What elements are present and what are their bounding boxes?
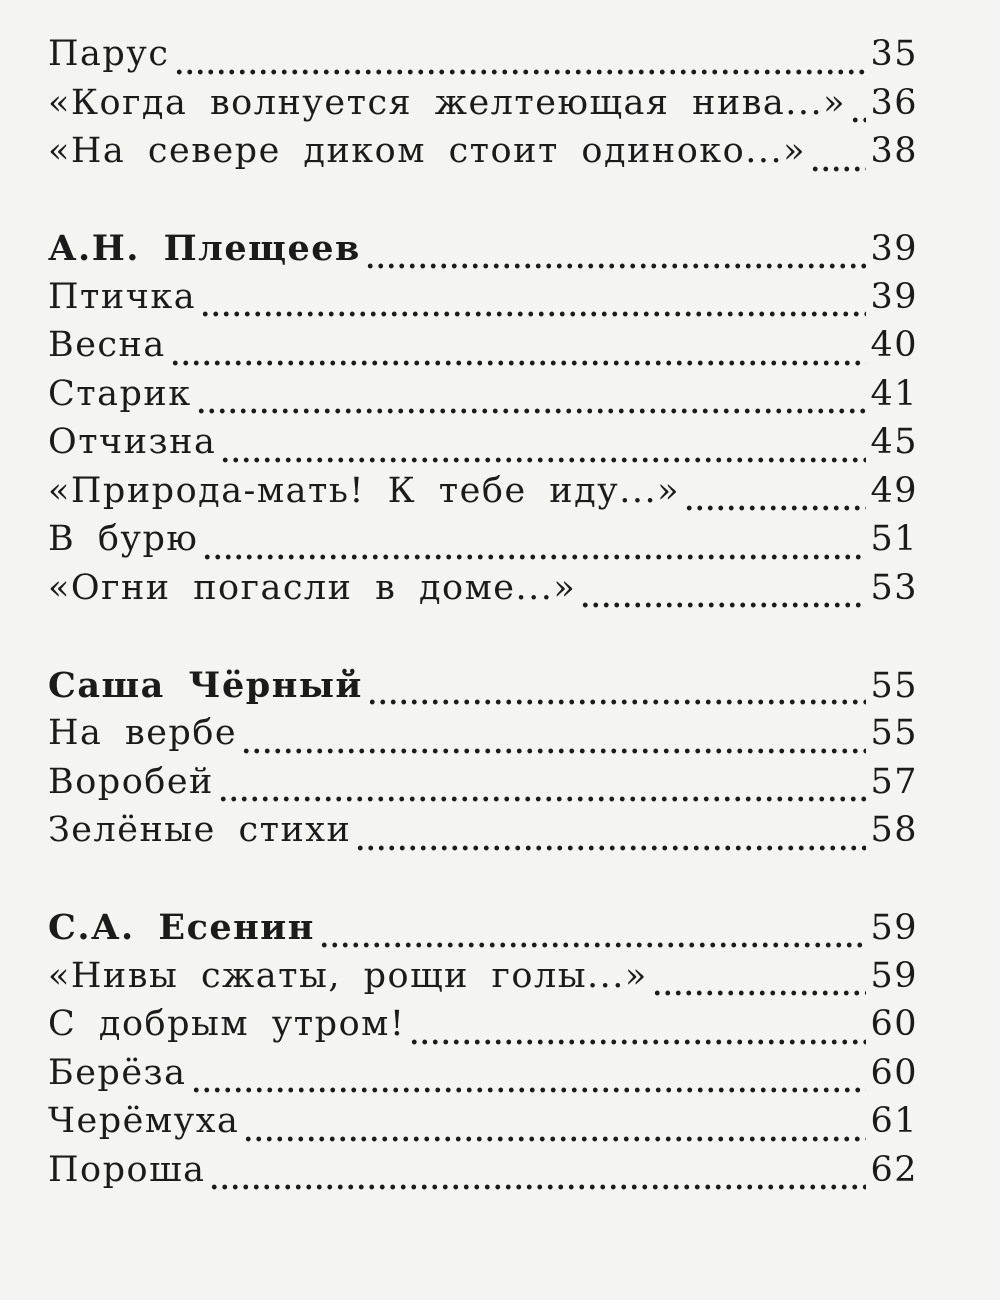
toc-entry-page: 62 <box>870 1149 918 1190</box>
toc-entry-page: 39 <box>870 276 918 317</box>
toc-entry-title: «Нивы сжаты, рощи голы...» <box>48 955 648 996</box>
toc-author-page: 39 <box>870 229 918 269</box>
toc-entry[interactable] <box>48 956 918 1005</box>
toc-entry[interactable] <box>48 810 918 859</box>
toc-entry-title: Черёмуха <box>48 1101 240 1141</box>
toc-entry-page: 59 <box>870 955 918 996</box>
toc-entry[interactable] <box>48 422 918 471</box>
dot-leader <box>319 940 867 950</box>
toc-author-page: 55 <box>870 665 918 706</box>
toc-entry-page: 41 <box>870 373 918 414</box>
toc-entry-title: Отчизна <box>48 422 217 462</box>
toc-entry-page: 61 <box>870 1101 918 1141</box>
toc-entry[interactable] <box>48 713 918 762</box>
toc-entry[interactable] <box>48 1101 918 1150</box>
dot-leader <box>241 746 866 756</box>
toc-entry-title: Весна <box>48 325 166 365</box>
section-gap <box>48 859 918 908</box>
dot-leader <box>365 261 867 271</box>
toc-author-name: Саша Чёрный <box>48 664 363 706</box>
toc-entry-page: 38 <box>870 131 918 171</box>
toc-entry-page: 51 <box>870 519 918 559</box>
toc-author-heading[interactable] <box>48 907 918 956</box>
dot-leader <box>218 794 867 804</box>
dot-leader <box>209 1182 866 1192</box>
toc-entry-page: 58 <box>870 810 918 850</box>
toc-entry-page: 60 <box>870 1004 918 1044</box>
toc-entry-title: В бурю <box>48 519 199 559</box>
toc-entry[interactable] <box>48 1150 918 1199</box>
toc-entry-page: 49 <box>870 470 918 511</box>
toc-entry-title: Старик <box>48 373 192 414</box>
toc-entry[interactable] <box>48 374 918 423</box>
dot-leader <box>243 1134 866 1144</box>
toc-entry-page: 53 <box>870 567 918 608</box>
dot-leader <box>174 67 867 77</box>
toc-entry-title: Воробей <box>48 761 214 802</box>
toc-entry-page: 60 <box>870 1052 918 1093</box>
section-gap <box>48 180 918 229</box>
dot-leader <box>196 406 867 416</box>
toc-entry-title: «На севере диком стоит одиноко...» <box>48 131 807 171</box>
toc-entry-title: С добрым утром! <box>48 1004 406 1044</box>
toc-entry[interactable] <box>48 1053 918 1102</box>
toc-author-page: 59 <box>870 908 918 948</box>
toc-author-heading[interactable] <box>48 228 918 277</box>
toc-entry-title: Птичка <box>48 276 197 317</box>
toc-entry[interactable] <box>48 471 918 520</box>
toc-entry-title: Берёза <box>48 1052 187 1093</box>
toc-entry[interactable] <box>48 519 918 568</box>
dot-leader <box>191 1085 867 1095</box>
toc-entry-page: 36 <box>870 82 918 123</box>
table-of-contents <box>48 34 918 1198</box>
toc-author-heading[interactable] <box>48 665 918 714</box>
dot-leader <box>684 503 866 513</box>
dot-leader <box>200 309 866 319</box>
dot-leader <box>355 843 866 853</box>
toc-entry[interactable] <box>48 325 918 374</box>
dot-leader <box>367 697 867 707</box>
toc-author-name: А.Н. Плещеев <box>48 228 361 269</box>
section-gap <box>48 616 918 665</box>
dot-leader <box>170 358 867 368</box>
toc-entry-page: 40 <box>870 325 918 365</box>
toc-author-name: С.А. Есенин <box>48 907 315 948</box>
toc-entry[interactable] <box>48 568 918 617</box>
dot-leader <box>652 988 867 998</box>
toc-entry-page: 45 <box>870 422 918 462</box>
toc-entry-title: Парус <box>48 34 170 74</box>
dot-leader <box>810 164 866 174</box>
toc-entry-page: 55 <box>870 713 918 753</box>
toc-entry-title: Зелёные стихи <box>48 810 352 850</box>
toc-entry-page: 57 <box>870 761 918 802</box>
dot-leader <box>850 115 866 125</box>
toc-entry-title: «Огни погасли в доме...» <box>48 567 577 608</box>
toc-entry[interactable] <box>48 277 918 326</box>
dot-leader <box>580 600 866 610</box>
dot-leader <box>409 1037 866 1047</box>
dot-leader <box>202 552 866 562</box>
toc-entry[interactable] <box>48 1004 918 1053</box>
toc-entry[interactable] <box>48 131 918 180</box>
toc-entry-title: «Природа-мать! К тебе иду...» <box>48 470 681 511</box>
toc-entry-title: Пороша <box>48 1149 206 1190</box>
toc-entry[interactable] <box>48 34 918 83</box>
toc-entry-page: 35 <box>870 34 918 74</box>
dot-leader <box>220 455 866 465</box>
toc-entry-title: «Когда волнуется желтеющая нива...» <box>48 82 847 123</box>
toc-entry-title: На вербе <box>48 713 238 753</box>
toc-entry[interactable] <box>48 83 918 132</box>
toc-entry[interactable] <box>48 762 918 811</box>
